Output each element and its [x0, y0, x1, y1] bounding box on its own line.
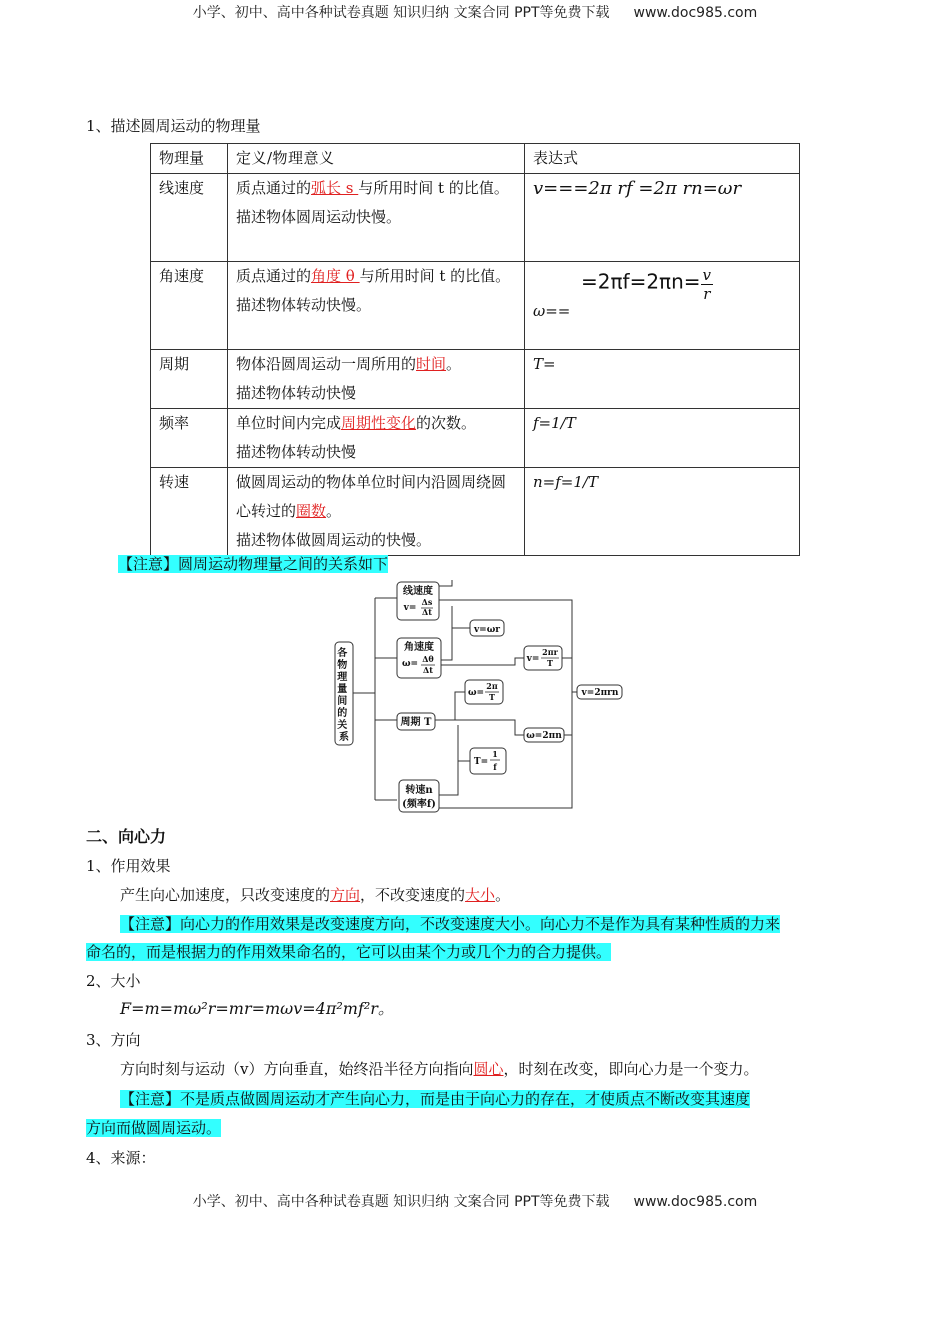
row-expression [525, 409, 800, 468]
section2-title: 二、向心力 [86, 827, 167, 846]
speed-sub-label: (频率f) [402, 799, 436, 810]
def-text: 做圆周运动的物体单位时间内沿圆周绕圆心转过的 [236, 473, 507, 520]
t-num: 1 [492, 749, 498, 759]
table-row [151, 468, 800, 556]
root-char: 系 [339, 732, 349, 743]
w-2pi-pre: ω= [467, 688, 485, 698]
period-label: 周期 T [400, 717, 432, 728]
root-char: 各 [337, 648, 348, 659]
expression-text: =2πf=2πn= [581, 269, 701, 294]
page-footer [0, 1191, 950, 1211]
row-definition [228, 409, 525, 468]
page-header [0, 2, 950, 22]
table-header-row [151, 144, 800, 174]
linear-den: Δt [422, 607, 432, 617]
def-key-term: 角度 θ [311, 267, 360, 285]
def-meaning: 描述物体转动快慢 [236, 384, 357, 402]
header-text: 小学、初中、高中各种试卷真题 知识归纳 文案合同 PPT等免费下载 [192, 5, 610, 21]
t-den: f [493, 762, 497, 772]
note3-line1 [120, 1088, 750, 1110]
root-char: 量 [337, 684, 348, 695]
note-text: 方向而做圆周运动。 [86, 1119, 222, 1137]
key-term: 方向 [330, 886, 361, 904]
expression-text: f=1/T [533, 414, 576, 432]
def-text: 。 [326, 502, 342, 520]
fraction-den: r [703, 285, 711, 303]
angular-w-eq: ω= [401, 659, 419, 669]
w-2pin-label: ω=2πn [526, 731, 562, 741]
row-definition [228, 350, 525, 409]
w-2pi-den: T [489, 692, 495, 702]
row-expression [525, 350, 800, 409]
row-definition [228, 174, 525, 262]
root-label [337, 646, 350, 743]
table-header-cell: 表达式 [525, 144, 800, 174]
table-header-cell: 定义/物理意义 [228, 144, 525, 174]
header-site: www.doc985.com [633, 5, 758, 21]
def-meaning: 描述物体转动快慢。 [236, 296, 372, 314]
s3-body [120, 1058, 759, 1080]
linear-label: 线速度 [403, 586, 433, 597]
note-text: 【注意】向心力的作用效果是改变速度方向，不改变速度大小。向心力不是作为具有某种性质的力来 [120, 915, 781, 933]
expression-text: v===2π rf =2π rn=ωr [533, 178, 742, 199]
angular-label: 角速度 [404, 642, 434, 653]
def-key-term: 圈数 [296, 502, 327, 520]
body-text: 方向时刻与运动（v）方向垂直，始终沿半径方向指向 [120, 1060, 474, 1078]
row-expression [525, 174, 800, 262]
s2-heading: 2、大小 [86, 972, 141, 990]
row-definition [228, 262, 525, 350]
row-expression [525, 262, 800, 350]
key-term: 大小 [465, 886, 496, 904]
section1-title: 1、描述圆周运动的物理量 [86, 117, 261, 135]
v-2pirn-label: v=2πrn [581, 688, 619, 698]
root-char: 的 [337, 708, 348, 719]
def-text: 与所用时间 t 的比值。 [358, 179, 509, 197]
key-term: 圆心 [473, 1060, 504, 1078]
s1-body [120, 884, 510, 906]
row-expression [525, 468, 800, 556]
note-text: 【注意】圆周运动物理量之间的关系如下 [118, 555, 389, 573]
fraction [701, 266, 713, 303]
footer-text: 小学、初中、高中各种试卷真题 知识归纳 文案合同 PPT等免费下载 [192, 1194, 610, 1210]
row-name: 周期 [151, 350, 228, 409]
table-row [151, 409, 800, 468]
v-2pir-den: T [547, 658, 553, 668]
def-text: 物体沿圆周运动一周所用的 [236, 355, 417, 373]
v-2pir-num: 2πr [542, 647, 558, 657]
fraction-num: v [702, 266, 712, 284]
row-name: 线速度 [151, 174, 228, 262]
def-text: 的次数。 [416, 414, 477, 432]
s1-heading: 1、作用效果 [86, 857, 171, 875]
note2-line1 [120, 913, 780, 935]
expression-text: n=f=1/T [533, 473, 598, 491]
def-meaning: 描述物体做圆周运动的快慢。 [236, 531, 432, 549]
def-key-term: 弧长 s [311, 179, 359, 197]
note2-line2 [86, 941, 611, 963]
expression-text: ω== [533, 302, 571, 320]
table-header-cell: 物理量 [151, 144, 228, 174]
note3-line2 [86, 1117, 221, 1139]
linear-num: Δs [421, 597, 433, 607]
row-definition [228, 468, 525, 556]
def-text: 质点通过的 [236, 267, 312, 285]
root-char: 关 [337, 720, 348, 731]
s4-heading: 4、来源： [86, 1149, 156, 1167]
v-2pir-pre: v= [526, 654, 540, 664]
def-key-term: 时间 [416, 355, 447, 373]
v-wr-label: v=ωr [473, 625, 501, 635]
body-text: 产生向心加速度，只改变速度的 [120, 886, 331, 904]
relations-diagram [330, 580, 625, 820]
def-text: 。 [446, 355, 462, 373]
row-name: 转速 [151, 468, 228, 556]
root-char: 理 [337, 672, 348, 683]
force-formula: F=m=mω²r=mr=mωv=4π²mf²r。 [120, 999, 394, 1018]
body-text: 。 [495, 886, 511, 904]
def-text: 单位时间内完成 [236, 414, 342, 432]
def-meaning: 描述物体转动快慢 [236, 443, 357, 461]
linear-v-eq: v= [403, 603, 417, 613]
expression-text: T= [533, 355, 556, 373]
angular-num: Δθ [422, 654, 434, 664]
def-text: 与所用时间 t 的比值。 [359, 267, 511, 285]
footer-site: www.doc985.com [633, 1194, 758, 1210]
table-row [151, 262, 800, 350]
row-name: 角速度 [151, 262, 228, 350]
note-text: 命名的，而是根据力的作用效果命名的，它可以由某个力或几个力的合力提供。 [86, 943, 612, 961]
speed-label: 转速n [405, 785, 433, 796]
root-char: 物 [337, 660, 348, 671]
note-text: 【注意】不是质点做圆周运动才产生向心力，而是由于向心力的存在，才使质点不断改变其速度 [120, 1090, 751, 1108]
t-pre: T= [473, 757, 489, 767]
body-text: ，不改变速度的 [360, 886, 466, 904]
row-name: 频率 [151, 409, 228, 468]
def-key-term: 周期性变化 [341, 414, 417, 432]
angular-den: Δt [423, 665, 433, 675]
table-row [151, 350, 800, 409]
root-char: 间 [337, 696, 348, 707]
def-text: 质点通过的 [236, 179, 312, 197]
s3-heading: 3、方向 [86, 1031, 141, 1049]
def-meaning: 描述物体圆周运动快慢。 [236, 208, 402, 226]
w-2pi-num: 2π [486, 681, 498, 691]
table-row [151, 174, 800, 262]
quantities-table [150, 143, 800, 556]
note-relations [118, 553, 388, 575]
body-text: ，时刻在改变，即向心力是一个变力。 [503, 1060, 759, 1078]
